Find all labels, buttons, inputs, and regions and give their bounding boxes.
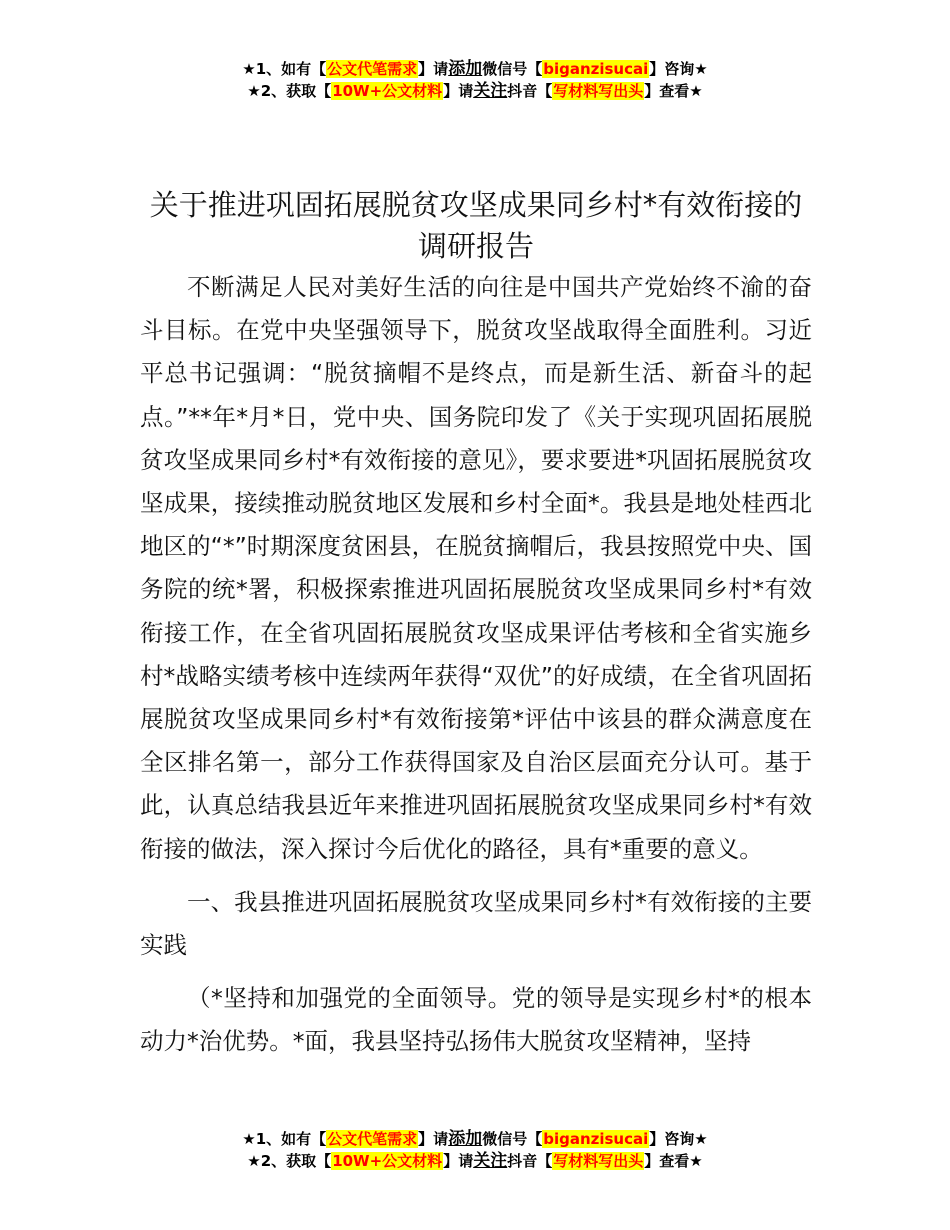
banner-text: 】咨询★ [649,1130,708,1148]
banner-text: 】请 [418,60,449,78]
document-body [140,266,812,1064]
banner-text: ★1、如有【 [242,60,327,78]
highlight-wechat-id: biganzisucai [543,1130,649,1148]
intro-paragraph: 不断满足人民对美好生活的向往是中国共产党始终不渝的奋斗目标。在党中央坚强领导下，脱贫攻坚战取得全面胜利。习近平总书记强调：“脱贫摘帽不是终点，而是新生活、新奋斗的起点。”**年*月*日，党中央、国务院印发了《关于实现巩固拓展脱贫攻坚成果同乡村*有效衔接的意见》，要求要进*巩固拓展脱贫攻坚成果，接续推动脱贫地区发展和乡村全面*。我县是地处桂西北地区的“*”时期深度贫困县，在脱贫摘帽后，我县按照党中央、国务院的统*署，积极探索推进巩固拓展脱贫攻坚成果同乡村*有效衔接工作，在全省巩固拓展脱贫攻坚成果评估考核和全省实施乡村*战略实绩考核中连续两年获得“双优”的好成绩，在全省巩固拓展脱贫攻坚成果同乡村*有效衔接第*评估中该县的群众满意度在全区排名第一，部分工作获得国家及自治区层面充分认可。基于此，认真总结我县近年来推进巩固拓展脱贫攻坚成果同乡村*有效衔接的做法，深入探讨今后优化的路径，具有*重要的意义。 [140,273,812,863]
highlight-douyin-account: 写材料写出头 [553,82,644,100]
highlight-service: 公文代笔需求 [327,60,418,78]
header-banner [0,58,950,102]
banner-text: 微信号【 [482,1130,543,1148]
underlined-word: 添加 [448,1129,483,1149]
underlined-word: 添加 [448,59,483,79]
banner-text: ★2、获取【 [247,82,332,100]
banner-text: 】咨询★ [649,60,708,78]
underlined-word: 关注 [473,81,508,101]
banner-text: 】查看★ [644,82,703,100]
banner-text: 】查看★ [644,1152,703,1170]
highlight-wechat-id: biganzisucai [543,60,649,78]
banner-line-1 [0,1128,950,1150]
banner-text: 微信号【 [482,60,543,78]
banner-text: 】请 [418,1130,449,1148]
underlined-word: 关注 [473,1151,508,1171]
highlight-douyin-account: 写材料写出头 [553,1152,644,1170]
section-heading: 一、我县推进巩固拓展脱贫攻坚成果同乡村*有效衔接的主要实践 [140,887,812,960]
banner-line-2 [0,80,950,102]
highlight-materials: 10W+公文材料 [332,82,443,100]
banner-text: 抖音【 [507,82,553,100]
banner-text: ★2、获取【 [247,1152,332,1170]
subsection-paragraph: （*坚持和加强党的全面领导。党的领导是实现乡村*的根本动力*治优势。*面，我县坚持弘扬伟大脱贫攻坚精神，坚持 [140,984,812,1056]
highlight-materials: 10W+公文材料 [332,1152,443,1170]
footer-banner [0,1128,950,1172]
banner-text: ★1、如有【 [242,1130,327,1148]
highlight-service: 公文代笔需求 [327,1130,418,1148]
banner-text: 】请 [443,82,474,100]
banner-line-2 [0,1150,950,1172]
banner-text: 抖音【 [507,1152,553,1170]
document-title: 关于推进巩固拓展脱贫攻坚成果同乡村*有效衔接的调研报告 [149,188,803,264]
banner-line-1 [0,58,950,80]
banner-text: 】请 [443,1152,474,1170]
